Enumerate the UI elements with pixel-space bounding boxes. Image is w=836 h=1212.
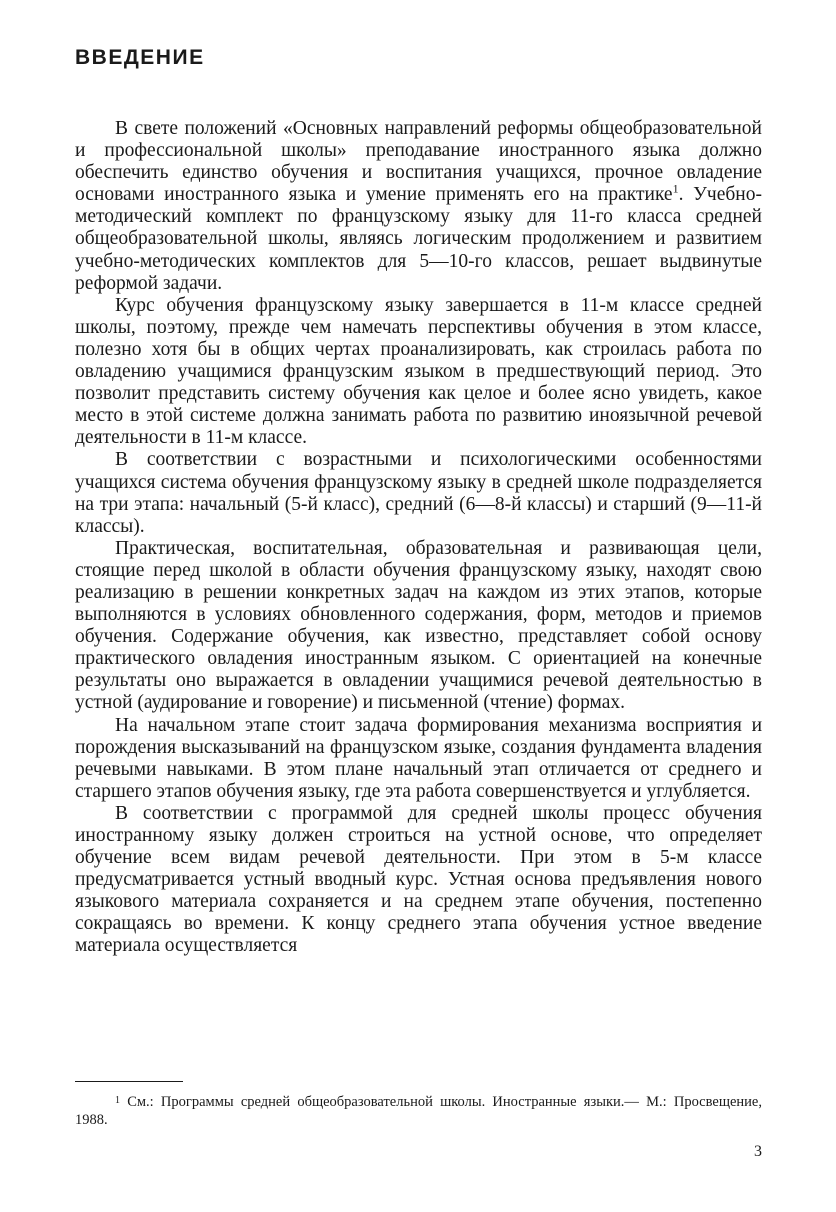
paragraph-5: На начальном этапе стоит задача формирования механизма восприятия и порождения высказываний на французском языке, создания фундамента владения речевыми навыками. В этом плане начальный этап отличается от среднего и старшего этапов обучения языку, где эта работа совершенствуется и углубляется. <box>75 714 762 802</box>
paragraph-4: Практическая, воспитательная, образовательная и развивающая цели, стоящие перед школой в области обучения французскому языку, находят свою реализацию в решении конкретных задач на каждом из этих этапов, которые выполняются в условиях обновленного содержания, форм, методов и приемов обучения. Содержание обучения, как известно, представляет собой основу практического овладения иностранным языком. С ориентацией на конечные результаты оно выражается в овладении учащимися речевой деятельностью в устной (аудирование и говорение) и письменной (чтение) формах. <box>75 537 762 714</box>
paragraph-1 <box>75 118 762 295</box>
footnote-text: См.: Программы средней общеобразовательной школы. Иностранные языки.— М.: Просвещение, 1988. <box>75 1094 762 1128</box>
page-number: 3 <box>754 1143 762 1160</box>
paragraph-2: Курс обучения французскому языку завершается в 11-м классе средней школы, поэтому, прежде чем намечать перспективы обучения в этом классе, полезно хотя бы в общих чертах проанализировать, как строилась работа по овладению учащимися французским языком в предшествующий период. Это позволит представить систему обучения как целое и более ясно увидеть, какое место в этой системе должна занимать работа по развитию иноязычной речевой деятельности в 11-м классе. <box>75 294 762 449</box>
paragraph-6: В соответствии с программой для средней школы процесс обучения иностранному языку должен строиться на устной основе, что определяет обучение всем видам речевой деятельности. При этом в 5-м классе предусматривается устный вводный курс. Устная основа предъявления нового языкового материала сохраняется и на среднем этапе обучения, постепенно сокращаясь во времени. К концу среднего этапа обучения устное введение материала осуществляется <box>75 802 762 957</box>
footnote <box>75 1093 762 1129</box>
footnote-mark: 1 <box>115 1095 120 1106</box>
paragraph-3: В соответствии с возрастными и психологическими особенностями учащихся система обучения французскому языку в средней школе подразделяется на три этапа: начальный (5-й класс), средний (6—8-й классы) и старший (9—11-й классы). <box>75 449 762 537</box>
body-text <box>75 118 762 958</box>
footnote-reference[interactable]: 1 <box>672 181 679 196</box>
footnote-divider <box>75 1081 183 1082</box>
paragraph-1-rest: . Учебно-методический комплект по французскому языку для 11-го класса средней общеобразовательной школы, являясь логическим продолжением и развитием учебно-методических комплектов для 5—10-го классов, решает выдвинутые реформой задачи. <box>75 184 762 294</box>
page-heading: ВВЕДЕНИЕ <box>75 46 205 69</box>
paragraph-1-main: В свете положений «Основных направлений реформы общеобразовательной и профессиональной школы» преподавание иностранного языка должно обеспечить единство обучения и воспитания учащихся, прочное овладение основами иностранного языка и умение применять его на практике <box>75 118 762 206</box>
